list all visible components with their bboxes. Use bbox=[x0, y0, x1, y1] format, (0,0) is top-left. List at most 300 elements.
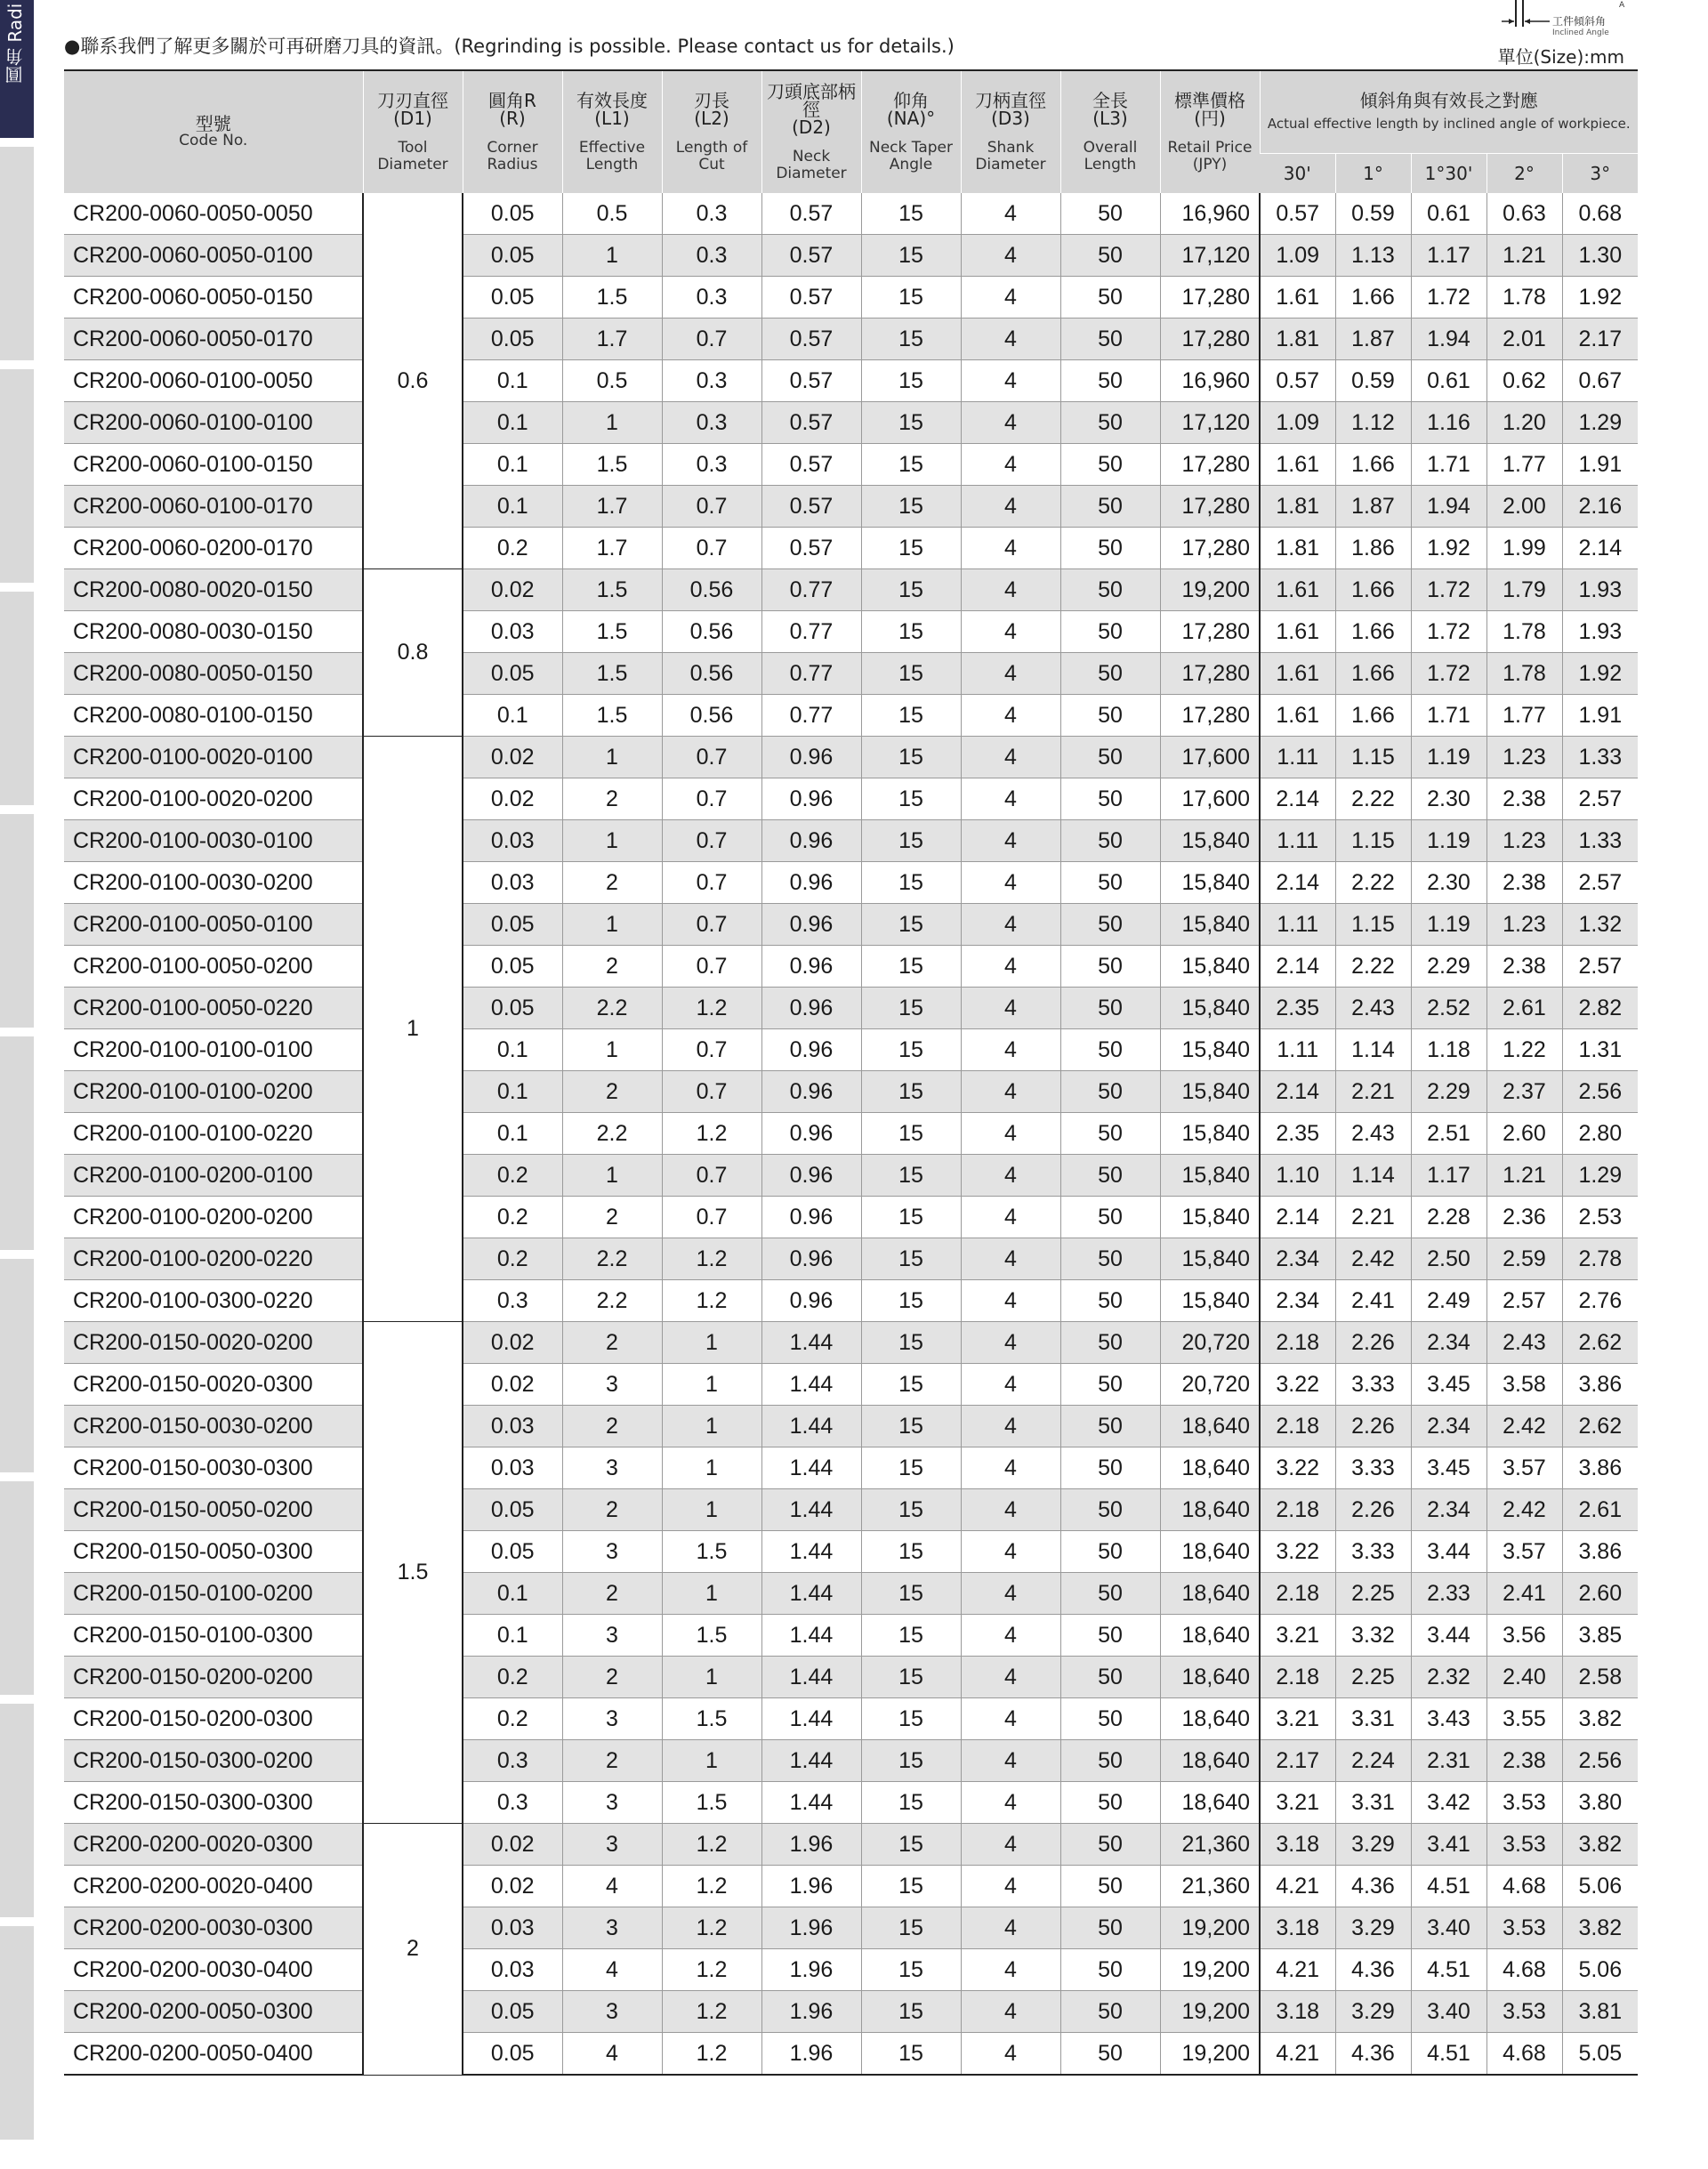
table-row[interactable] bbox=[64, 318, 1638, 360]
code-cell: CR200-0150-0020-0300 bbox=[64, 1364, 363, 1406]
header-overall-length: 全長 (L3) Overall Length bbox=[1060, 70, 1160, 193]
retail-price-cell: 15,840 bbox=[1160, 946, 1260, 988]
overall-length-cell: 50 bbox=[1060, 1029, 1160, 1071]
length-1deg-cell: 1.13 bbox=[1335, 235, 1411, 277]
length-of-cut-cell: 0.56 bbox=[662, 653, 761, 695]
retail-price-cell: 19,200 bbox=[1160, 1907, 1260, 1949]
length-of-cut-cell: 0.7 bbox=[662, 486, 761, 528]
table-row[interactable] bbox=[64, 486, 1638, 528]
table-row[interactable] bbox=[64, 1029, 1638, 1071]
length-2deg-cell: 1.77 bbox=[1486, 444, 1562, 486]
effective-length-cell: 1.7 bbox=[562, 318, 662, 360]
length-3deg-cell: 1.91 bbox=[1562, 695, 1638, 737]
length-3deg-cell: 2.78 bbox=[1562, 1238, 1638, 1280]
length-of-cut-cell: 0.7 bbox=[662, 946, 761, 988]
code-cell: CR200-0150-0030-0200 bbox=[64, 1406, 363, 1447]
effective-length-cell: 2 bbox=[562, 1071, 662, 1113]
overall-length-cell: 50 bbox=[1060, 904, 1160, 946]
overall-length-cell: 50 bbox=[1060, 193, 1160, 235]
table-row[interactable] bbox=[64, 611, 1638, 653]
corner-radius-cell: 0.05 bbox=[463, 318, 562, 360]
effective-length-cell: 3 bbox=[562, 1615, 662, 1657]
retail-price-cell: 21,360 bbox=[1160, 1824, 1260, 1866]
length-3deg-cell: 2.58 bbox=[1562, 1657, 1638, 1698]
table-row[interactable] bbox=[64, 528, 1638, 569]
length-1deg30-cell: 2.34 bbox=[1411, 1322, 1486, 1364]
tool-diameter-cell: 2 bbox=[363, 1824, 463, 2076]
table-row[interactable] bbox=[64, 1155, 1638, 1197]
neck-diameter-cell: 1.96 bbox=[761, 1991, 861, 2033]
retail-price-cell: 15,840 bbox=[1160, 1238, 1260, 1280]
length-30min-cell: 0.57 bbox=[1260, 193, 1335, 235]
table-row[interactable] bbox=[64, 1364, 1638, 1406]
length-of-cut-cell: 0.7 bbox=[662, 1071, 761, 1113]
corner-radius-cell: 0.03 bbox=[463, 611, 562, 653]
length-1deg30-cell: 1.94 bbox=[1411, 318, 1486, 360]
shank-diameter-cell: 4 bbox=[961, 444, 1060, 486]
length-1deg-cell: 2.41 bbox=[1335, 1280, 1411, 1322]
retail-price-cell: 16,960 bbox=[1160, 193, 1260, 235]
length-1deg30-cell: 3.45 bbox=[1411, 1364, 1486, 1406]
table-row[interactable] bbox=[64, 193, 1638, 235]
shank-diameter-cell: 4 bbox=[961, 1531, 1060, 1573]
length-1deg30-cell: 4.51 bbox=[1411, 1866, 1486, 1907]
side-tab[interactable] bbox=[0, 592, 34, 805]
retail-price-cell: 17,280 bbox=[1160, 444, 1260, 486]
length-3deg-cell: 2.60 bbox=[1562, 1573, 1638, 1615]
side-tab[interactable] bbox=[0, 1481, 34, 1695]
code-cell: CR200-0100-0200-0100 bbox=[64, 1155, 363, 1197]
table-row[interactable] bbox=[64, 946, 1638, 988]
length-1deg30-cell: 1.72 bbox=[1411, 277, 1486, 318]
length-2deg-cell: 2.38 bbox=[1486, 862, 1562, 904]
corner-radius-cell: 0.03 bbox=[463, 862, 562, 904]
code-cell: CR200-0150-0030-0300 bbox=[64, 1447, 363, 1489]
length-1deg-cell: 1.66 bbox=[1335, 611, 1411, 653]
effective-length-cell: 4 bbox=[562, 1866, 662, 1907]
corner-radius-cell: 0.1 bbox=[463, 402, 562, 444]
retail-price-cell: 17,120 bbox=[1160, 402, 1260, 444]
length-2deg-cell: 1.23 bbox=[1486, 904, 1562, 946]
effective-length-cell: 3 bbox=[562, 1447, 662, 1489]
length-3deg-cell: 3.82 bbox=[1562, 1698, 1638, 1740]
effective-length-cell: 1 bbox=[562, 904, 662, 946]
table-row[interactable] bbox=[64, 1531, 1638, 1573]
length-of-cut-cell: 1.2 bbox=[662, 1991, 761, 2033]
length-1deg-cell: 2.25 bbox=[1335, 1657, 1411, 1698]
neck-taper-angle-cell: 15 bbox=[861, 569, 961, 611]
length-of-cut-cell: 1 bbox=[662, 1322, 761, 1364]
side-tab[interactable] bbox=[0, 369, 34, 583]
shank-diameter-cell: 4 bbox=[961, 569, 1060, 611]
length-1deg30-cell: 2.49 bbox=[1411, 1280, 1486, 1322]
neck-diameter-cell: 1.96 bbox=[761, 1866, 861, 1907]
neck-taper-angle-cell: 15 bbox=[861, 1447, 961, 1489]
side-tab[interactable] bbox=[0, 814, 34, 1028]
table-row[interactable] bbox=[64, 444, 1638, 486]
neck-diameter-cell: 0.77 bbox=[761, 611, 861, 653]
neck-taper-angle-cell: 15 bbox=[861, 1615, 961, 1657]
table-row[interactable] bbox=[64, 1447, 1638, 1489]
corner-radius-cell: 0.03 bbox=[463, 820, 562, 862]
retail-price-cell: 15,840 bbox=[1160, 1029, 1260, 1071]
table-row[interactable] bbox=[64, 1238, 1638, 1280]
length-1deg30-cell: 1.72 bbox=[1411, 611, 1486, 653]
table-row[interactable] bbox=[64, 1657, 1638, 1698]
effective-length-cell: 3 bbox=[562, 1782, 662, 1824]
effective-length-cell: 1.5 bbox=[562, 611, 662, 653]
length-1deg-cell: 2.22 bbox=[1335, 778, 1411, 820]
length-1deg30-cell: 2.29 bbox=[1411, 1071, 1486, 1113]
retail-price-cell: 20,720 bbox=[1160, 1322, 1260, 1364]
length-30min-cell: 3.18 bbox=[1260, 1991, 1335, 2033]
code-cell: CR200-0100-0300-0220 bbox=[64, 1280, 363, 1322]
overall-length-cell: 50 bbox=[1060, 695, 1160, 737]
retail-price-cell: 17,280 bbox=[1160, 611, 1260, 653]
length-30min-cell: 3.21 bbox=[1260, 1615, 1335, 1657]
length-of-cut-cell: 1.2 bbox=[662, 1113, 761, 1155]
length-30min-cell: 1.61 bbox=[1260, 569, 1335, 611]
code-cell: CR200-0150-0200-0300 bbox=[64, 1698, 363, 1740]
neck-diameter-cell: 0.96 bbox=[761, 1280, 861, 1322]
length-30min-cell: 2.18 bbox=[1260, 1489, 1335, 1531]
neck-taper-angle-cell: 15 bbox=[861, 193, 961, 235]
table-row[interactable] bbox=[64, 1197, 1638, 1238]
shank-diameter-cell: 4 bbox=[961, 318, 1060, 360]
overall-length-cell: 50 bbox=[1060, 1197, 1160, 1238]
length-3deg-cell: 3.85 bbox=[1562, 1615, 1638, 1657]
shank-diameter-cell: 4 bbox=[961, 1489, 1060, 1531]
table-row[interactable] bbox=[64, 1866, 1638, 1907]
shank-diameter-cell: 4 bbox=[961, 862, 1060, 904]
length-of-cut-cell: 1.5 bbox=[662, 1615, 761, 1657]
neck-taper-angle-cell: 15 bbox=[861, 1531, 961, 1573]
corner-radius-cell: 0.05 bbox=[463, 904, 562, 946]
neck-diameter-cell: 0.96 bbox=[761, 737, 861, 778]
retail-price-cell: 21,360 bbox=[1160, 1866, 1260, 1907]
side-tab[interactable] bbox=[0, 1259, 34, 1472]
length-3deg-cell: 2.62 bbox=[1562, 1322, 1638, 1364]
length-2deg-cell: 3.57 bbox=[1486, 1531, 1562, 1573]
table-row[interactable] bbox=[64, 820, 1638, 862]
neck-diameter-cell: 0.57 bbox=[761, 528, 861, 569]
table-row[interactable] bbox=[64, 402, 1638, 444]
length-30min-cell: 2.17 bbox=[1260, 1740, 1335, 1782]
neck-diameter-cell: 1.44 bbox=[761, 1364, 861, 1406]
effective-length-cell: 1.5 bbox=[562, 695, 662, 737]
retail-price-cell: 18,640 bbox=[1160, 1740, 1260, 1782]
effective-length-cell: 1.7 bbox=[562, 486, 662, 528]
side-tab[interactable] bbox=[0, 1926, 34, 2140]
table-row[interactable] bbox=[64, 1907, 1638, 1949]
neck-taper-angle-cell: 15 bbox=[861, 1573, 961, 1615]
length-1deg30-cell: 2.30 bbox=[1411, 778, 1486, 820]
length-3deg-cell: 1.91 bbox=[1562, 444, 1638, 486]
length-3deg-cell: 1.32 bbox=[1562, 904, 1638, 946]
header-code: 型號 Code No. bbox=[64, 70, 363, 193]
table-row[interactable] bbox=[64, 277, 1638, 318]
table-row[interactable] bbox=[64, 1071, 1638, 1113]
table-row[interactable] bbox=[64, 1782, 1638, 1824]
table-row[interactable] bbox=[64, 778, 1638, 820]
effective-length-cell: 2 bbox=[562, 1573, 662, 1615]
length-2deg-cell: 2.36 bbox=[1486, 1197, 1562, 1238]
length-1deg30-cell: 1.17 bbox=[1411, 1155, 1486, 1197]
length-of-cut-cell: 0.56 bbox=[662, 695, 761, 737]
length-2deg-cell: 3.53 bbox=[1486, 1991, 1562, 2033]
length-1deg-cell: 2.26 bbox=[1335, 1489, 1411, 1531]
side-tab-radius[interactable] bbox=[0, 0, 34, 138]
length-30min-cell: 2.18 bbox=[1260, 1322, 1335, 1364]
code-cell: CR200-0100-0050-0200 bbox=[64, 946, 363, 988]
length-3deg-cell: 1.29 bbox=[1562, 402, 1638, 444]
retail-price-cell: 18,640 bbox=[1160, 1657, 1260, 1698]
effective-length-cell: 4 bbox=[562, 1949, 662, 1991]
length-3deg-cell: 5.06 bbox=[1562, 1866, 1638, 1907]
overall-length-cell: 50 bbox=[1060, 611, 1160, 653]
length-1deg30-cell: 1.19 bbox=[1411, 904, 1486, 946]
neck-taper-angle-cell: 15 bbox=[861, 1782, 961, 1824]
shank-diameter-cell: 4 bbox=[961, 1071, 1060, 1113]
neck-taper-angle-cell: 15 bbox=[861, 988, 961, 1029]
length-1deg30-cell: 2.29 bbox=[1411, 946, 1486, 988]
length-1deg30-cell: 2.50 bbox=[1411, 1238, 1486, 1280]
neck-diameter-cell: 1.44 bbox=[761, 1322, 861, 1364]
table-row[interactable] bbox=[64, 1698, 1638, 1740]
length-30min-cell: 3.21 bbox=[1260, 1698, 1335, 1740]
neck-diameter-cell: 0.77 bbox=[761, 695, 861, 737]
neck-diameter-cell: 0.77 bbox=[761, 569, 861, 611]
overall-length-cell: 50 bbox=[1060, 737, 1160, 778]
table-row[interactable] bbox=[64, 1824, 1638, 1866]
neck-diameter-cell: 0.96 bbox=[761, 988, 861, 1029]
table-row[interactable] bbox=[64, 1489, 1638, 1531]
shank-diameter-cell: 4 bbox=[961, 1949, 1060, 1991]
table-row[interactable] bbox=[64, 904, 1638, 946]
length-1deg-cell: 2.22 bbox=[1335, 862, 1411, 904]
table-row[interactable] bbox=[64, 1113, 1638, 1155]
length-3deg-cell: 2.82 bbox=[1562, 988, 1638, 1029]
neck-diameter-cell: 0.96 bbox=[761, 1029, 861, 1071]
neck-taper-angle-cell: 15 bbox=[861, 2033, 961, 2076]
neck-taper-angle-cell: 15 bbox=[861, 1406, 961, 1447]
length-30min-cell: 1.11 bbox=[1260, 737, 1335, 778]
length-3deg-cell: 1.93 bbox=[1562, 611, 1638, 653]
table-row[interactable] bbox=[64, 695, 1638, 737]
shank-diameter-cell: 4 bbox=[961, 235, 1060, 277]
table-row[interactable] bbox=[64, 569, 1638, 611]
shank-diameter-cell: 4 bbox=[961, 528, 1060, 569]
overall-length-cell: 50 bbox=[1060, 653, 1160, 695]
length-of-cut-cell: 1 bbox=[662, 1489, 761, 1531]
neck-diameter-cell: 0.57 bbox=[761, 235, 861, 277]
table-row[interactable] bbox=[64, 862, 1638, 904]
neck-taper-angle-cell: 15 bbox=[861, 1155, 961, 1197]
corner-radius-cell: 0.2 bbox=[463, 1197, 562, 1238]
neck-taper-angle-cell: 15 bbox=[861, 1698, 961, 1740]
length-of-cut-cell: 1 bbox=[662, 1740, 761, 1782]
length-1deg-cell: 4.36 bbox=[1335, 2033, 1411, 2076]
shank-diameter-cell: 4 bbox=[961, 1615, 1060, 1657]
code-cell: CR200-0100-0020-0100 bbox=[64, 737, 363, 778]
diagram-caption-en: Inclined Angle bbox=[1552, 28, 1609, 37]
header-retail-price: 標準價格 (円) Retail Price (JPY) bbox=[1160, 70, 1260, 193]
length-of-cut-cell: 0.56 bbox=[662, 569, 761, 611]
table-row[interactable] bbox=[64, 1406, 1638, 1447]
table-row[interactable] bbox=[64, 235, 1638, 277]
code-cell: CR200-0200-0050-0400 bbox=[64, 2033, 363, 2076]
svg-text:A: A bbox=[1619, 1, 1625, 10]
length-30min-cell: 1.09 bbox=[1260, 402, 1335, 444]
table-row[interactable] bbox=[64, 2033, 1638, 2076]
code-cell: CR200-0150-0300-0300 bbox=[64, 1782, 363, 1824]
table-row[interactable] bbox=[64, 1573, 1638, 1615]
table-row[interactable] bbox=[64, 653, 1638, 695]
side-tab[interactable] bbox=[0, 1036, 34, 1250]
code-cell: CR200-0060-0100-0150 bbox=[64, 444, 363, 486]
length-30min-cell: 1.10 bbox=[1260, 1155, 1335, 1197]
shank-diameter-cell: 4 bbox=[961, 1280, 1060, 1322]
neck-diameter-cell: 0.57 bbox=[761, 486, 861, 528]
overall-length-cell: 50 bbox=[1060, 1238, 1160, 1280]
effective-length-cell: 2.2 bbox=[562, 1280, 662, 1322]
effective-length-cell: 1.5 bbox=[562, 444, 662, 486]
length-30min-cell: 1.81 bbox=[1260, 528, 1335, 569]
neck-taper-angle-cell: 15 bbox=[861, 402, 961, 444]
length-3deg-cell: 3.86 bbox=[1562, 1531, 1638, 1573]
length-of-cut-cell: 1.5 bbox=[662, 1698, 761, 1740]
length-of-cut-cell: 1 bbox=[662, 1657, 761, 1698]
table-row[interactable] bbox=[64, 360, 1638, 402]
neck-taper-angle-cell: 15 bbox=[861, 737, 961, 778]
length-3deg-cell: 1.92 bbox=[1562, 653, 1638, 695]
length-of-cut-cell: 0.7 bbox=[662, 904, 761, 946]
neck-diameter-cell: 0.96 bbox=[761, 1238, 861, 1280]
overall-length-cell: 50 bbox=[1060, 528, 1160, 569]
length-3deg-cell: 1.33 bbox=[1562, 737, 1638, 778]
retail-price-cell: 15,840 bbox=[1160, 904, 1260, 946]
length-2deg-cell: 1.23 bbox=[1486, 737, 1562, 778]
corner-radius-cell: 0.1 bbox=[463, 695, 562, 737]
shank-diameter-cell: 4 bbox=[961, 1907, 1060, 1949]
overall-length-cell: 50 bbox=[1060, 1364, 1160, 1406]
length-1deg-cell: 1.66 bbox=[1335, 277, 1411, 318]
length-2deg-cell: 2.59 bbox=[1486, 1238, 1562, 1280]
table-row[interactable] bbox=[64, 1280, 1638, 1322]
overall-length-cell: 50 bbox=[1060, 1447, 1160, 1489]
length-2deg-cell: 1.21 bbox=[1486, 1155, 1562, 1197]
length-3deg-cell: 5.06 bbox=[1562, 1949, 1638, 1991]
length-3deg-cell: 2.62 bbox=[1562, 1406, 1638, 1447]
length-30min-cell: 1.61 bbox=[1260, 277, 1335, 318]
table-row[interactable] bbox=[64, 1949, 1638, 1991]
neck-diameter-cell: 0.57 bbox=[761, 444, 861, 486]
overall-length-cell: 50 bbox=[1060, 1824, 1160, 1866]
shank-diameter-cell: 4 bbox=[961, 1573, 1060, 1615]
table-header bbox=[64, 70, 1638, 193]
length-1deg-cell: 2.26 bbox=[1335, 1406, 1411, 1447]
overall-length-cell: 50 bbox=[1060, 1907, 1160, 1949]
length-1deg-cell: 1.66 bbox=[1335, 695, 1411, 737]
length-of-cut-cell: 1 bbox=[662, 1447, 761, 1489]
neck-diameter-cell: 1.44 bbox=[761, 1782, 861, 1824]
overall-length-cell: 50 bbox=[1060, 1406, 1160, 1447]
corner-radius-cell: 0.2 bbox=[463, 1238, 562, 1280]
length-3deg-cell: 1.31 bbox=[1562, 1029, 1638, 1071]
code-cell: CR200-0200-0030-0400 bbox=[64, 1949, 363, 1991]
overall-length-cell: 50 bbox=[1060, 1573, 1160, 1615]
neck-taper-angle-cell: 15 bbox=[861, 1238, 961, 1280]
overall-length-cell: 50 bbox=[1060, 318, 1160, 360]
length-2deg-cell: 1.78 bbox=[1486, 611, 1562, 653]
code-cell: CR200-0080-0030-0150 bbox=[64, 611, 363, 653]
retail-price-cell: 15,840 bbox=[1160, 820, 1260, 862]
header-inclined-angle-group: 傾斜角與有效長之對應 Actual effective length by inclined angle of workpiece. bbox=[1260, 70, 1638, 154]
retail-price-cell: 19,200 bbox=[1160, 569, 1260, 611]
length-30min-cell: 3.18 bbox=[1260, 1824, 1335, 1866]
header-tool-diameter: 刀刃直徑 (D1) Tool Diameter bbox=[363, 70, 463, 193]
neck-taper-angle-cell: 15 bbox=[861, 528, 961, 569]
length-of-cut-cell: 1.2 bbox=[662, 2033, 761, 2076]
overall-length-cell: 50 bbox=[1060, 444, 1160, 486]
length-1deg-cell: 1.66 bbox=[1335, 444, 1411, 486]
length-30min-cell: 2.18 bbox=[1260, 1573, 1335, 1615]
overall-length-cell: 50 bbox=[1060, 402, 1160, 444]
length-1deg-cell: 0.59 bbox=[1335, 360, 1411, 402]
neck-diameter-cell: 0.96 bbox=[761, 862, 861, 904]
table-row[interactable] bbox=[64, 1740, 1638, 1782]
length-1deg-cell: 2.25 bbox=[1335, 1573, 1411, 1615]
code-cell: CR200-0060-0100-0050 bbox=[64, 360, 363, 402]
length-1deg30-cell: 1.72 bbox=[1411, 569, 1486, 611]
length-of-cut-cell: 0.7 bbox=[662, 1197, 761, 1238]
length-1deg30-cell: 1.19 bbox=[1411, 820, 1486, 862]
length-30min-cell: 2.35 bbox=[1260, 988, 1335, 1029]
length-1deg-cell: 4.36 bbox=[1335, 1949, 1411, 1991]
length-1deg-cell: 3.29 bbox=[1335, 1907, 1411, 1949]
table-row[interactable] bbox=[64, 1615, 1638, 1657]
length-2deg-cell: 1.78 bbox=[1486, 653, 1562, 695]
length-30min-cell: 1.61 bbox=[1260, 611, 1335, 653]
length-of-cut-cell: 1.2 bbox=[662, 1824, 761, 1866]
length-3deg-cell: 1.33 bbox=[1562, 820, 1638, 862]
neck-taper-angle-cell: 15 bbox=[861, 444, 961, 486]
length-1deg30-cell: 1.72 bbox=[1411, 653, 1486, 695]
length-1deg-cell: 3.31 bbox=[1335, 1698, 1411, 1740]
corner-radius-cell: 0.02 bbox=[463, 737, 562, 778]
table-row[interactable] bbox=[64, 1322, 1638, 1364]
side-tab[interactable] bbox=[0, 1704, 34, 1917]
code-cell: CR200-0100-0050-0100 bbox=[64, 904, 363, 946]
effective-length-cell: 1 bbox=[562, 737, 662, 778]
table-row[interactable] bbox=[64, 988, 1638, 1029]
code-cell: CR200-0200-0050-0300 bbox=[64, 1991, 363, 2033]
corner-radius-cell: 0.05 bbox=[463, 946, 562, 988]
retail-price-cell: 15,840 bbox=[1160, 862, 1260, 904]
table-row[interactable] bbox=[64, 1991, 1638, 2033]
length-of-cut-cell: 0.7 bbox=[662, 528, 761, 569]
length-30min-cell: 2.18 bbox=[1260, 1657, 1335, 1698]
corner-radius-cell: 0.2 bbox=[463, 1698, 562, 1740]
shank-diameter-cell: 4 bbox=[961, 1322, 1060, 1364]
side-tab[interactable] bbox=[0, 147, 34, 360]
neck-diameter-cell: 1.96 bbox=[761, 2033, 861, 2076]
table-row[interactable] bbox=[64, 737, 1638, 778]
length-2deg-cell: 2.40 bbox=[1486, 1657, 1562, 1698]
neck-taper-angle-cell: 15 bbox=[861, 486, 961, 528]
length-1deg30-cell: 1.16 bbox=[1411, 402, 1486, 444]
length-2deg-cell: 2.37 bbox=[1486, 1071, 1562, 1113]
